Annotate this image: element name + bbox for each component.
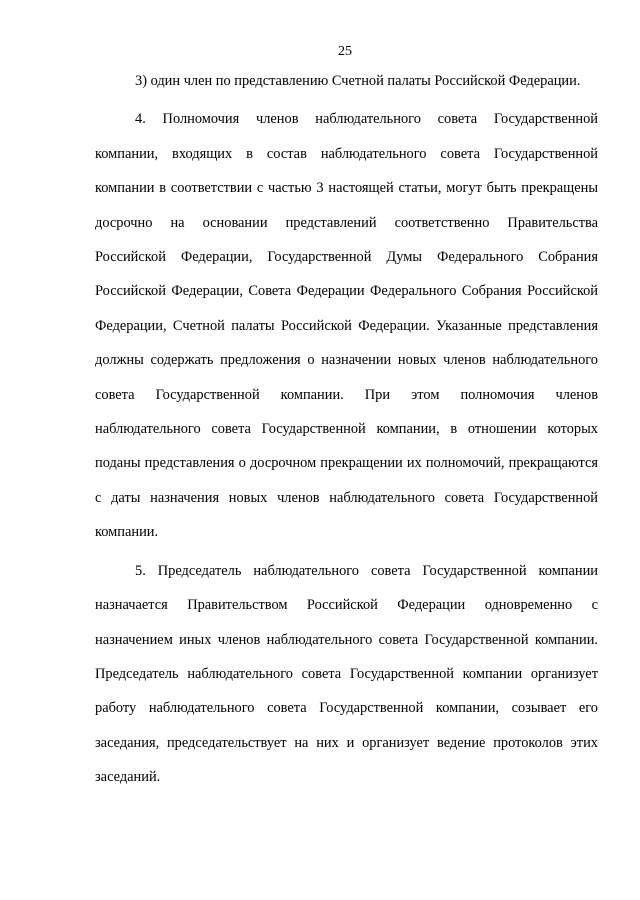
page-number: 25 [338,44,352,59]
paragraph-clause-3: 3) один член по представлению Счетной палаты Российской Федерации. [135,73,581,89]
document-body [95,64,598,799]
paragraph-section-4: 4. Полномочия членов наблюдательного совета Государственной компании, входящих в состав наблюдательного совета Государственной компании в соответствии с частью 3 настоящей статьи, могут быть прекращены досрочно на основании представлений соответственно Правительства Российской Федерации, Государственной Думы Федерального Собрания Российской Федерации, Совета Федерации Федерального Собрания Российской Федерации, Счетной палаты Российской Федерации. Указанные представления должны содержать предложения о назначении новых членов наблюдательного совета Государственной компании. При этом полномочия членов наблюдательного совета Государственной компании, в отношении которых поданы представления о досрочном прекращении их полномочий, прекращаются с даты назначения новых членов наблюдательного совета Государственной компании. [95,111,598,541]
paragraph-section-5: 5. Председатель наблюдательного совета Государственной компании назначается Правительством Российской Федерации одновременно с назначением иных членов наблюдательного совета Государственной компании. Председатель наблюдательного совета Государственной компании организует работу наблюдательного совета Государственной компании, созывает его заседания, председательствует на них и организует ведение протоколов этих заседаний. [95,562,598,786]
